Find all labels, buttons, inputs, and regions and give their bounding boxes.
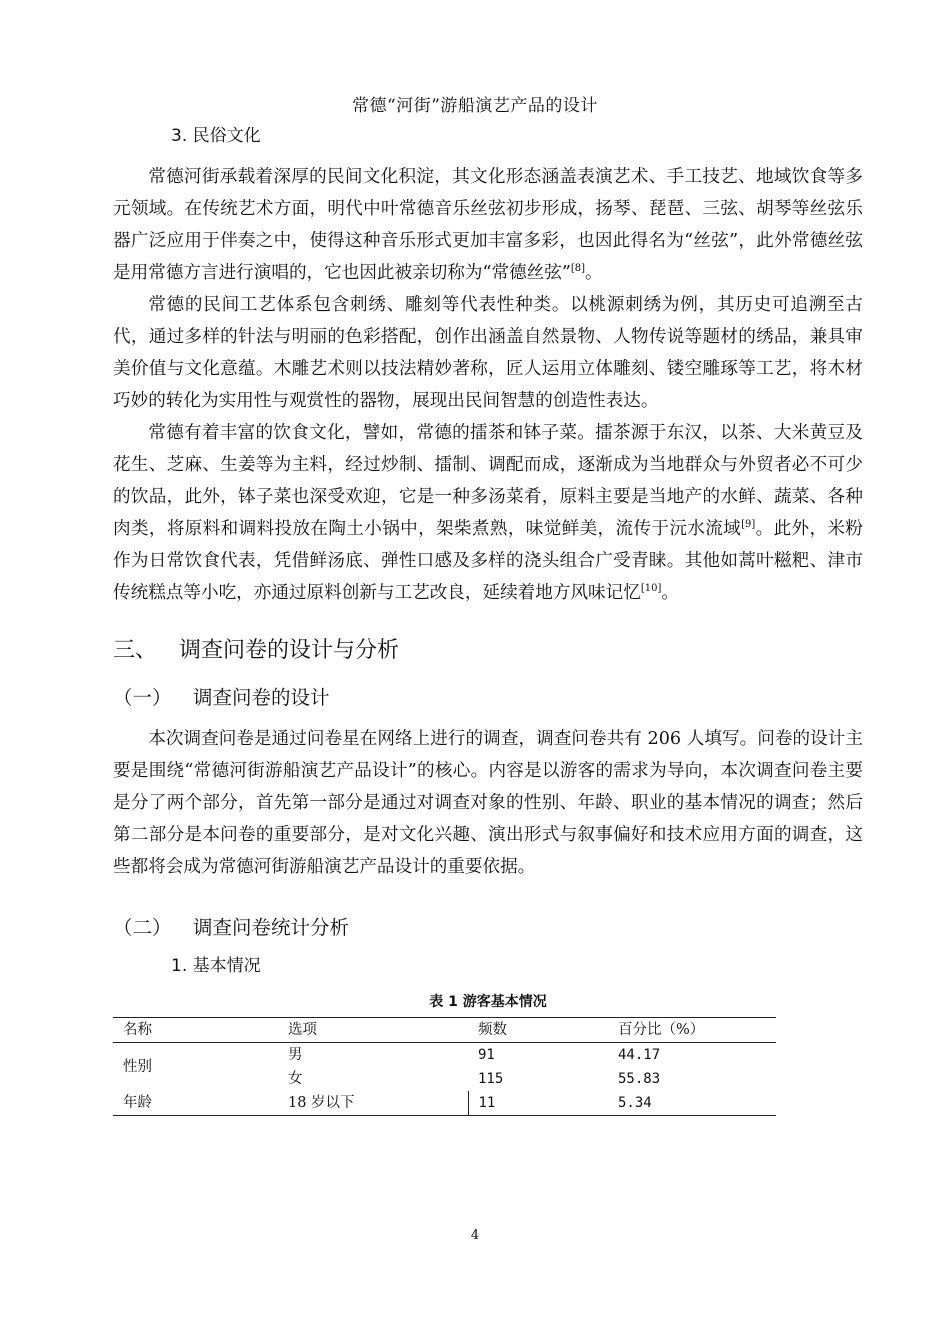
paragraph-text: 。此外，米粉作为日常饮食代表，凭借鲜汤底、弹性口感及多样的浇头组合广受青睐。其他如蒿叶糍粑、津市传统糕点等小吃，亦通过原料创新与工艺改良，延续着地方风味记忆 — [113, 519, 863, 603]
cell-count: 11 — [478, 1095, 496, 1111]
subsection-title: 调查问卷的设计 — [193, 686, 330, 709]
section-heading-3 — [113, 635, 863, 667]
column-header-name: 名称 — [123, 1022, 152, 1038]
table-row — [113, 1043, 776, 1068]
subsection-title: 调查问卷统计分析 — [193, 916, 350, 939]
citation-ref: [10] — [640, 583, 662, 595]
cell-percent: 44.17 — [618, 1047, 661, 1063]
cell-option: 18 岁以下 — [278, 1091, 468, 1116]
cell-group: 性别 — [123, 1059, 152, 1075]
page-number: 4 — [470, 1228, 480, 1243]
citation-ref: [8] — [570, 263, 586, 275]
cell-option: 男 — [288, 1047, 303, 1063]
column-header-option: 选项 — [288, 1022, 317, 1038]
running-header: 常德“河街”游船演艺产品的设计 — [352, 96, 598, 116]
cell-percent: 5.34 — [618, 1095, 652, 1111]
column-header-percent: 百分比（%） — [618, 1022, 705, 1038]
paragraph-folk-crafts: 常德的民间工艺体系包含刺绣、雕刻等代表性种类。以桃源刺绣为例，其历史可追溯至古代，通过多样的针法与明丽的色彩搭配，创作出涵盖自然景物、人物传说等题材的绣品，兼具审美价值与文化意蕴。木雕艺术则以技法精妙著称，匠人运用立体雕刻、镂空雕琢等工艺，将木材巧妙的转化为实用性与观赏性的器物，展现出民间智慧的创造性表达。 — [113, 295, 863, 411]
page-content — [113, 123, 863, 1116]
paragraph-text: 常德河街承载着深厚的民间文化积淀，其文化形态涵盖表演艺术、手工技艺、地域饮食等多元领域。在传统艺术方面，明代中叶常德音乐丝弦初步形成，扬琴、琵琶、三弦、胡琴等丝弦乐器广泛应用于伴奏之中，使得这种音乐形式更加丰富多彩，也因此得名为“丝弦”，此外常德丝弦是用常德方言进行演唱的，它也因此被亲切称为“常德丝弦” — [113, 167, 863, 283]
subsection-number: （二） — [113, 916, 172, 939]
column-header-count: 频数 — [478, 1022, 507, 1038]
paragraph-folk-food — [113, 417, 863, 609]
item-title-basic-info: 1. 基本情况 — [171, 956, 261, 976]
subsection-heading-1 — [113, 683, 863, 713]
cell-percent: 55.83 — [618, 1071, 661, 1087]
cell-group: 年龄 — [123, 1095, 152, 1111]
subsection-heading-2 — [113, 913, 863, 943]
subsection-number: （一） — [113, 686, 172, 709]
section-title: 调查问卷的设计与分析 — [179, 638, 400, 663]
paragraph-tail: 。 — [585, 263, 603, 283]
paragraph-folk-music — [113, 161, 863, 289]
cell-option: 女 — [288, 1071, 303, 1087]
cell-count: 91 — [478, 1047, 495, 1063]
table-caption: 表 1 游客基本情况 — [429, 994, 547, 1010]
section-number: 三、 — [113, 638, 158, 663]
cell-count: 115 — [478, 1071, 504, 1087]
table-header-row — [113, 1018, 776, 1043]
paragraph-text: 常德有着丰富的饮食文化，譬如，常德的擂茶和钵子菜。擂茶源于东汉，以茶、大米黄豆及花生、芝麻、生姜等为主料，经过炒制、擂制、调配而成，逐渐成为当地群众与外贸者必不可少的饮品，此外，钵子菜也深受欢迎，它是一种多汤菜肴，原料主要是当地产的水鲜、蔬菜、各种肉类，将原料和调料投放在陶土小锅中，架柴煮熟，味觉鲜美，流传于沅水流域 — [113, 423, 863, 539]
table-row — [113, 1091, 776, 1116]
paragraph-questionnaire-design: 本次调查问卷是通过问卷星在网络上进行的调查，调查问卷共有 206 人填写。问卷的设计主要是围绕“常德河街游船演艺产品设计”的核心。内容是以游客的需求为导向，本次调查问卷主要是分了两个部分，首先第一部分是通过对调查对象的性别、年龄、职业的基本情况的调查；然后第二部分是本问卷的重要部分，是对文化兴趣、演出形式与叙事偏好和技术应用方面的调查，这些都将会成为常德河街游船演艺产品设计的重要依据。 — [113, 729, 863, 877]
subsection-title-folk-culture: 3. 民俗文化 — [171, 126, 261, 146]
visitor-basic-info-table — [113, 1017, 776, 1116]
paragraph-tail: 。 — [661, 583, 679, 603]
citation-ref: [9] — [741, 519, 756, 531]
